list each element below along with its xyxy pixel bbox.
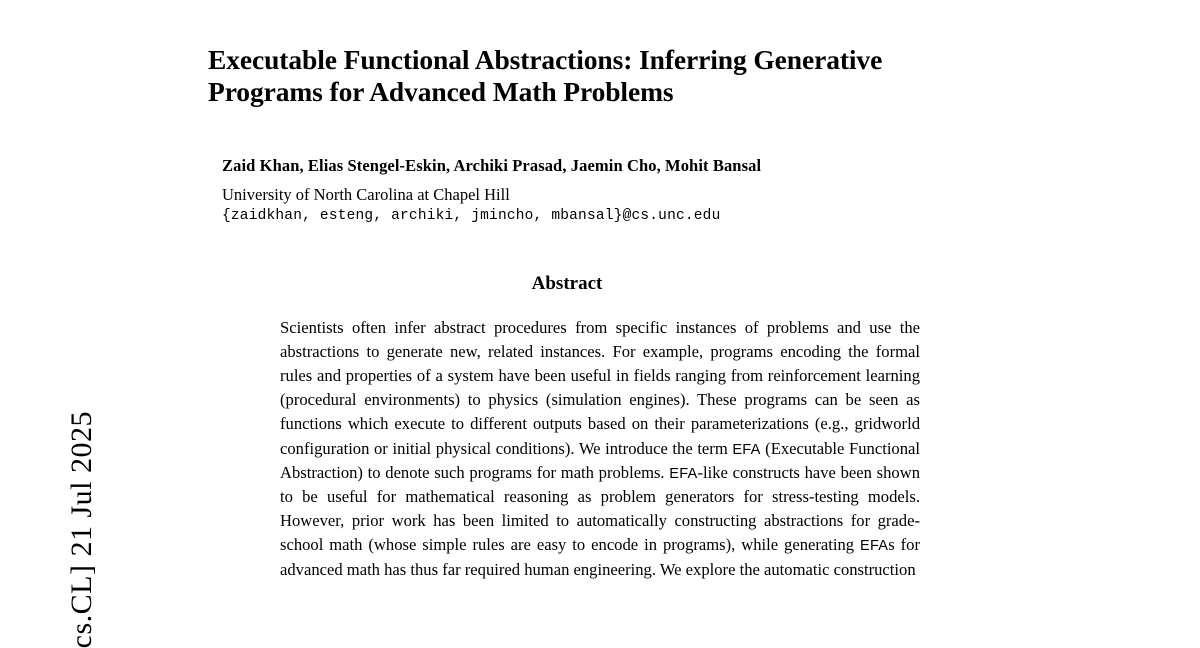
author-list: Zaid Khan, Elias Stengel-Eskin, Archiki Prasad, Jaemin Cho, Mohit Bansal: [222, 155, 762, 175]
abstract-heading: Abstract: [531, 272, 603, 294]
arxiv-stamp: [12, 0, 132, 648]
paper-content: [208, 44, 964, 582]
author-emails: {zaidkhan, esteng, archiki, jmincho, mbansal}@cs.unc.edu: [222, 207, 721, 224]
affiliation: University of North Carolina at Chapel Hill: [222, 184, 510, 204]
abstract-text: Scientists often infer abstract procedures from specific instances of problems and use the abstractions to generate new, related instances. For example, programs encoding the formal rules and properties of a system have been useful in fields ranging from reinforcement learning (procedural environments) to physics (simulation engines). These programs can be seen as functions which execute to different outputs based on their parameterizations (e.g., gridworld configuration or initial physical conditions). We introduce the term EFA (Executable Functional Abstraction) to denote such programs for math problems. EFA-like constructs have been shown to be useful for mathematical reasoning as problem generators for stress-testing models. However, prior work has been limited to automatically constructing abstractions for grade-school math (whose simple rules are easy to encode in programs), while generating EFAs for advanced math has thus far required human engineering. We explore the automatic construction: [280, 317, 920, 579]
page-title: Executable Functional Abstractions: Inferring Generative Programs for Advanced Math Problems: [208, 44, 883, 108]
arxiv-stamp-text: cs.CL] 21 Jul 2025: [65, 410, 98, 648]
